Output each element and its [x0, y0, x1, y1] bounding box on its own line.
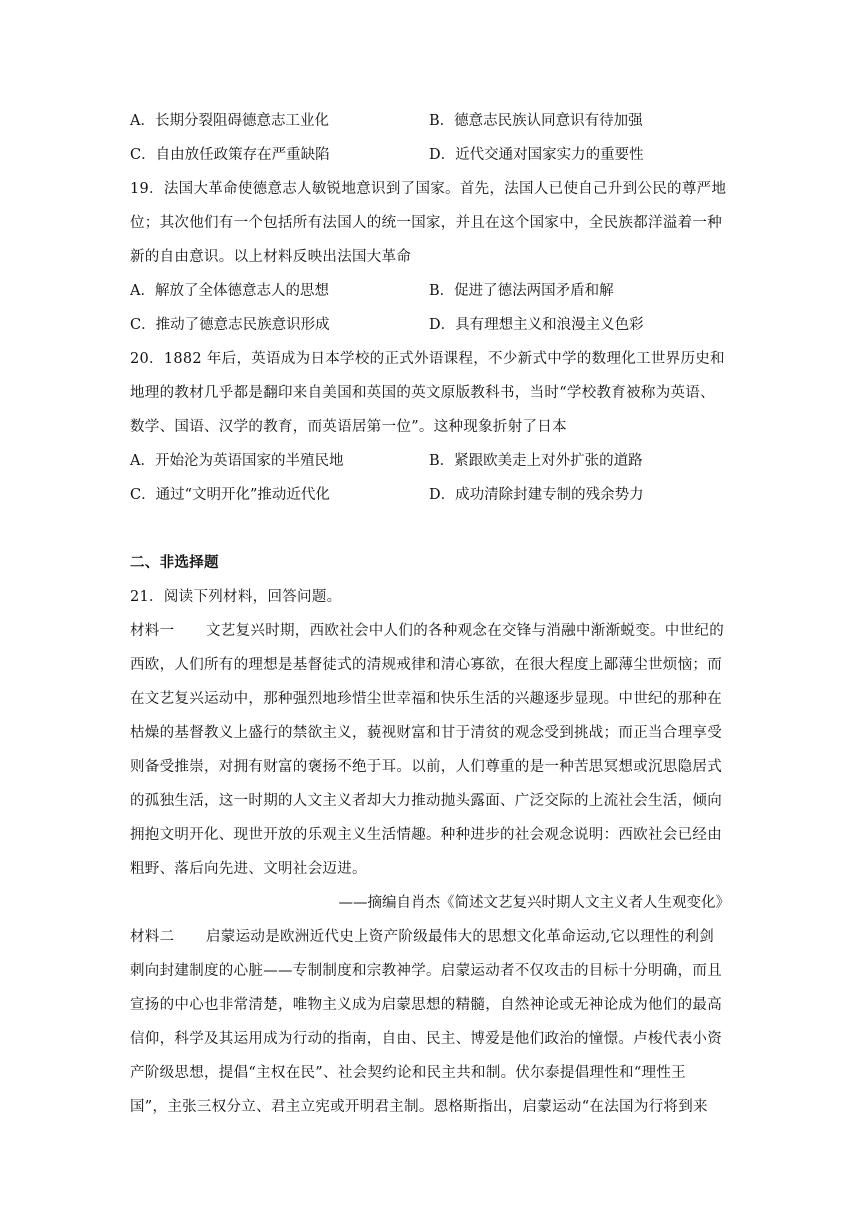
q19-stem-line-2: 位；其次他们有一个包括所有法国人的统一国家，并且在这个国家中，全民族都洋溢着一种 — [130, 215, 722, 231]
material1-text-1: 文艺复兴时期，西欧社会中人们的各种观念在交锋与消融中渐渐蜕变。中世纪的 — [206, 623, 724, 639]
q18-option-c: C．自由放任政策存在严重缺陷 — [130, 147, 330, 163]
q19-option-a: A．解放了全体德意志人的思想 — [130, 283, 329, 299]
material2-line-3: 宣扬的中心也非常清楚，唯物主义成为启蒙思想的精髓，自然神论或无神论成为他们的最高 — [130, 997, 722, 1013]
material2-text-1: 启蒙运动是欧洲近代史上资产阶级最伟大的思想文化革命运动,它以理性的利剑 — [206, 929, 715, 945]
q20-stem-line-2: 地理的教材几乎都是翻印来自美国和英国的英文原版教科书，当时“学校教育被称为英语、 — [130, 385, 715, 401]
q20-option-c: C．通过“文明开化”推动近代化 — [130, 487, 330, 503]
material2-line-5: 产阶级思想，提倡“主权在民”、社会契约论和民主共和制。伏尔泰提倡理性和“理性王 — [130, 1065, 686, 1081]
material2-line-2: 刺向封建制度的心脏——专制制度和宗教神学。启蒙运动者不仅攻击的目标十分明确，而且 — [130, 963, 722, 979]
q19-stem-line-1: 19．法国大革命使德意志人敏锐地意识到了国家。首先，法国人已使自己升到公民的尊严地 — [130, 181, 727, 197]
material2-line-1 — [130, 927, 730, 947]
q18-option-d: D．近代交通对国家实力的重要性 — [429, 147, 644, 163]
q18-option-a: A．长期分裂阻碍德意志工业化 — [130, 113, 329, 129]
material1-line-5: 则备受推崇，对拥有财富的褒扬不绝于耳。以前，人们尊重的是一种苦思冥想或沉思隐居式 — [130, 759, 722, 775]
material2-line-4: 信仰，科学及其运用成为行动的指南，自由、民主、博爱是他们政治的憧憬。卢梭代表小资 — [130, 1031, 722, 1047]
material2-line-6: 国”，主张三权分立、君主立宪或开明君主制。恩格斯指出，启蒙运动“在法国为行将到来 — [130, 1099, 708, 1115]
q19-option-d: D．具有理想主义和浪漫主义色彩 — [429, 317, 644, 333]
material1-label: 材料一 — [130, 623, 175, 639]
material1-line-3: 在文艺复兴运动中，那种强烈地珍惜尘世幸福和快乐生活的兴趣逐步显现。中世纪的那种在 — [130, 691, 722, 707]
q19-stem-line-3: 新的自由意识。以上材料反映出法国大革命 — [130, 249, 412, 265]
q20-option-d: D．成功清除封建专制的残余势力 — [429, 487, 644, 503]
material1-line-6: 的孤独生活，这一时期的人文主义者却大力推动抛头露面、广泛交际的上流社会生活，倾向 — [130, 793, 722, 809]
q19-option-c: C．推动了德意志民族意识形成 — [130, 317, 330, 333]
q20-stem-line-3: 数学、国语、汉学的教育，而英语居第一位”。这种现象折射了日本 — [130, 419, 567, 435]
material1-line-7: 拥抱文明开化、现世开放的乐观主义生活情趣。种种进步的社会观念说明：西欧社会已经由 — [130, 827, 722, 843]
q21-stem: 21．阅读下列材料，回答问题。 — [130, 589, 342, 605]
material1-line-8: 粗野、落后向先进、文明社会迈进。 — [130, 861, 367, 877]
section-heading: 二、非选择题 — [130, 554, 219, 571]
q20-stem-line-1: 20．1882 年后，英语成为日本学校的正式外语课程，不少新式中学的数理化工世界历史和 — [130, 351, 725, 367]
q20-option-b: B．紧跟欧美走上对外扩张的道路 — [429, 453, 643, 469]
material1-line-4: 枯燥的基督教义上盛行的禁欲主义，藐视财富和甘于清贫的观念受到挑战；而正当合理享受 — [130, 725, 722, 741]
material1-source: ——摘编自肖杰《简述文艺复兴时期人文主义者人生观变化》 — [338, 895, 730, 911]
q18-option-b: B．德意志民族认同意识有待加强 — [429, 113, 643, 129]
material1-line-2: 西欧，人们所有的理想是基督徒式的清规戒律和清心寡欲，在很大程度上鄙薄尘世烦恼；而 — [130, 657, 722, 673]
material1-line-1 — [130, 621, 730, 641]
q19-option-b: B．促进了德法两国矛盾和解 — [429, 283, 614, 299]
material2-label: 材料二 — [130, 929, 175, 945]
q20-option-a: A．开始沦为英语国家的半殖民地 — [130, 453, 344, 469]
